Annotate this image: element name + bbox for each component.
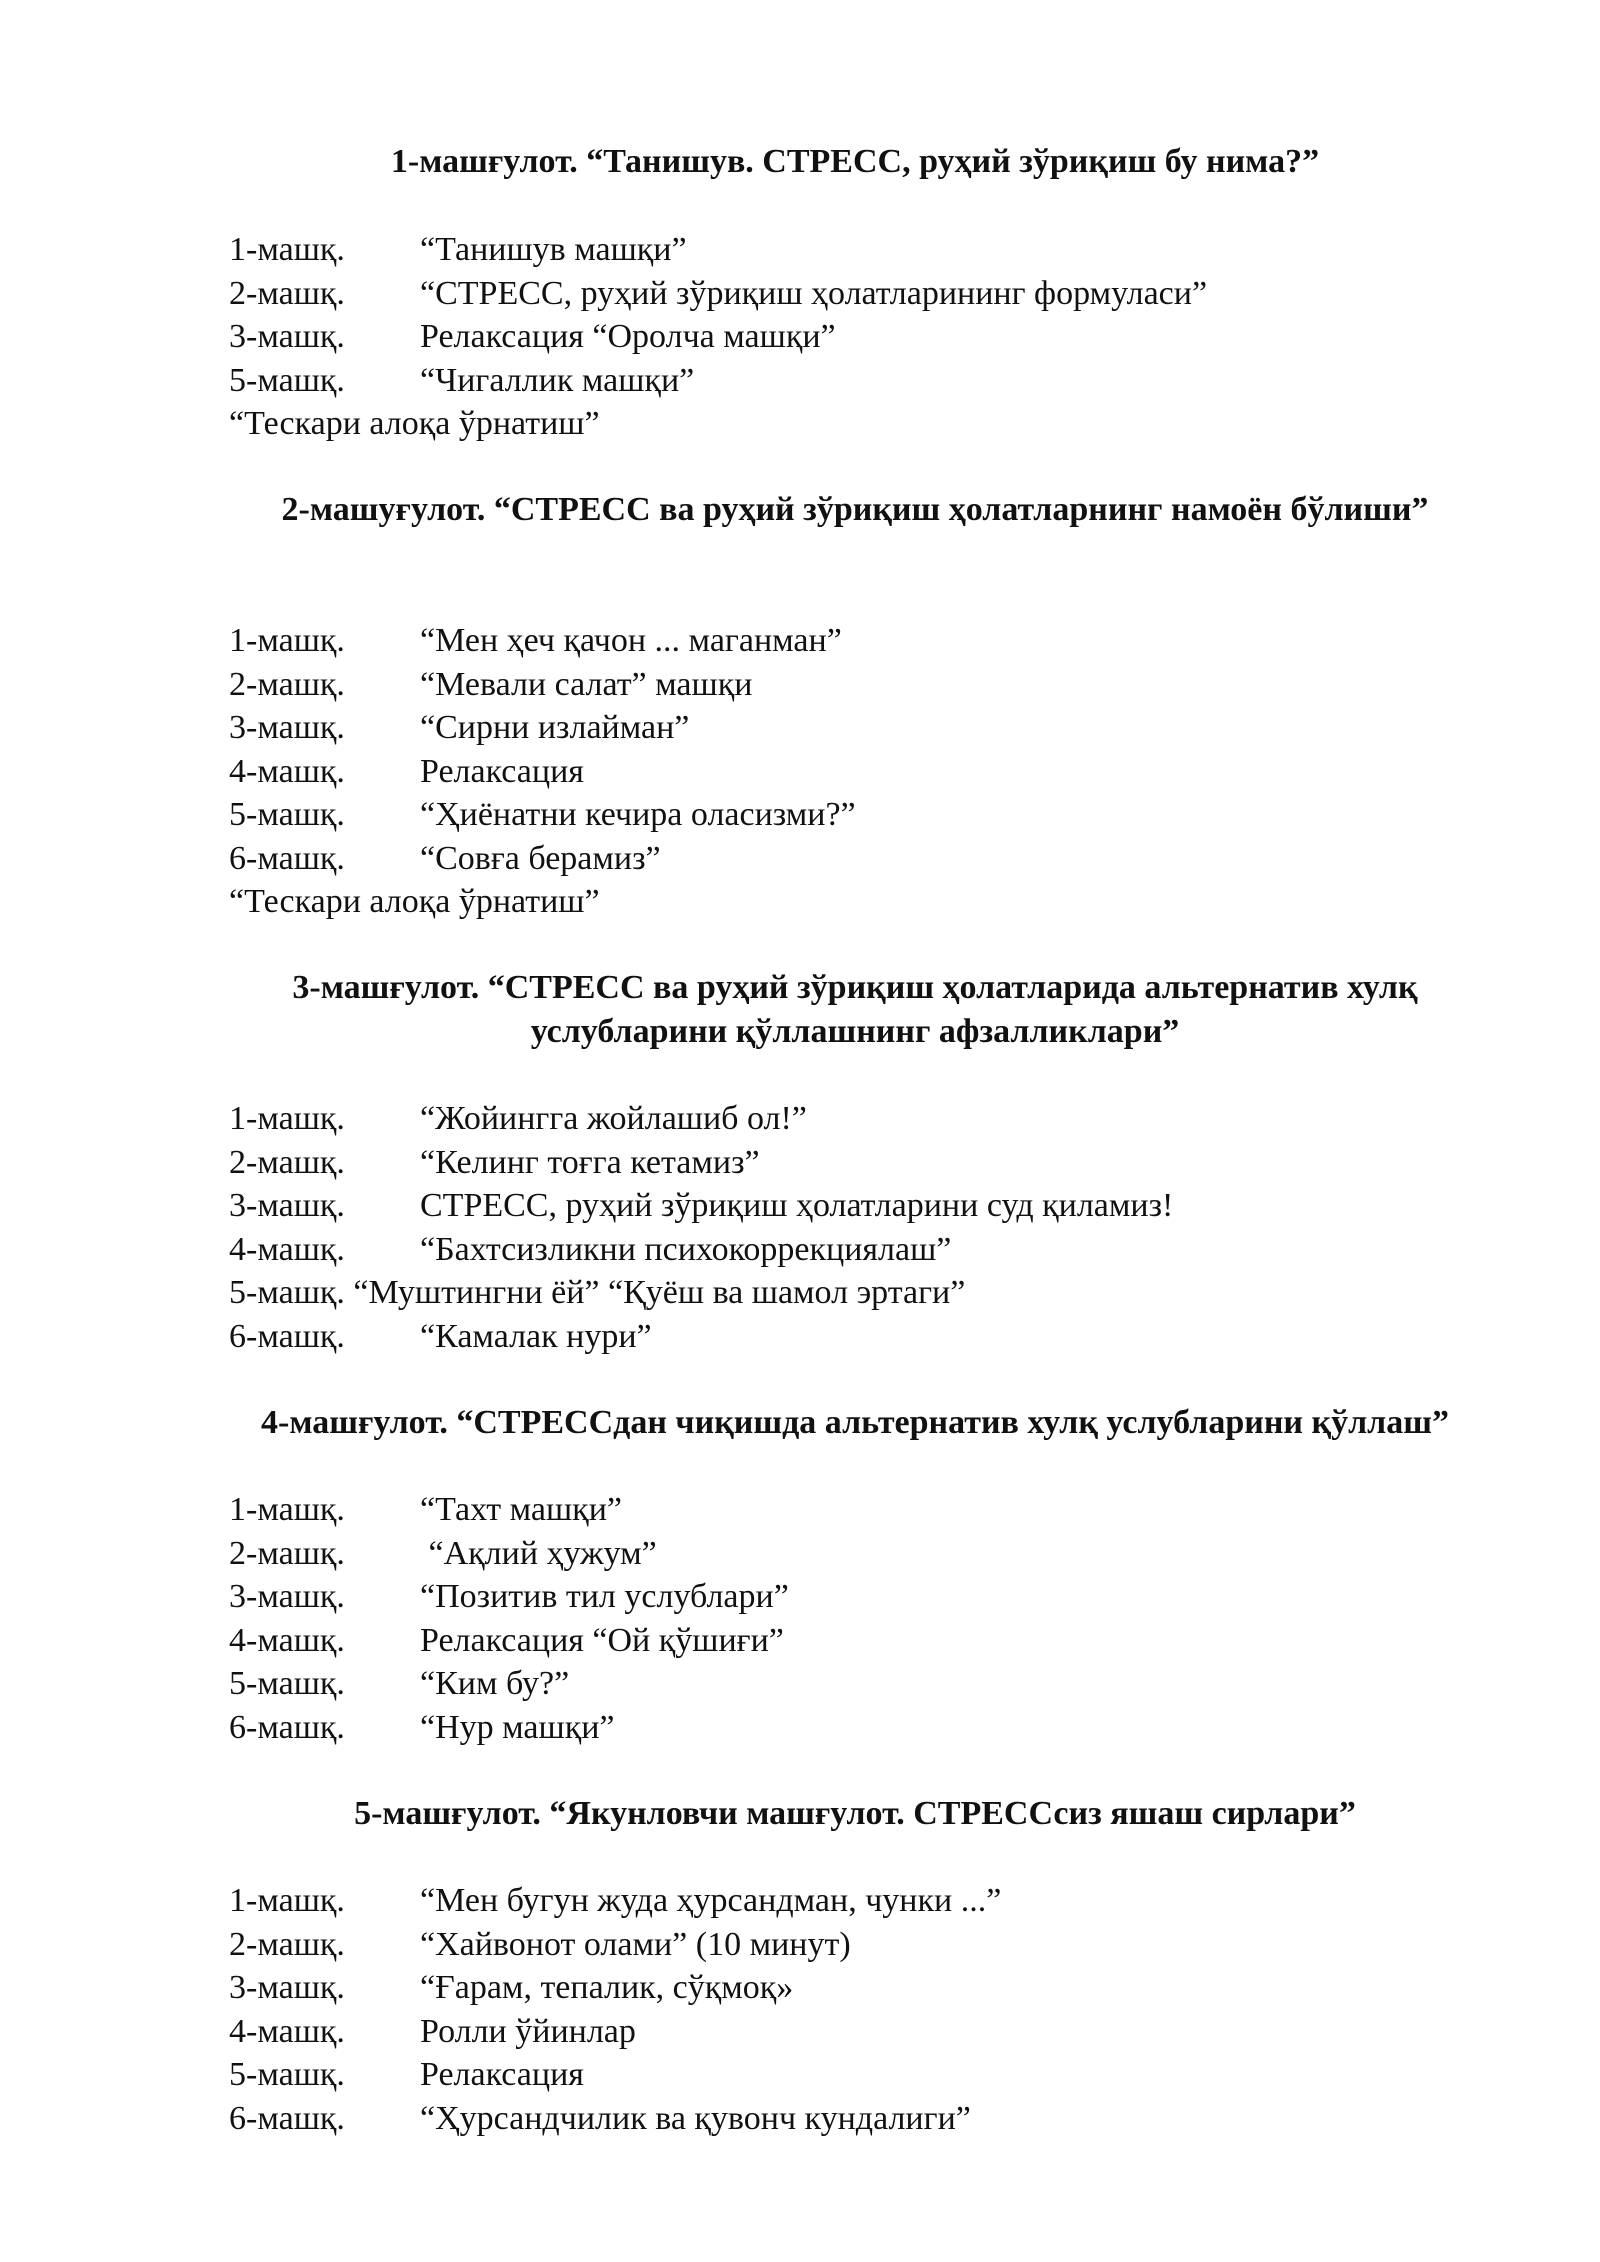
list-item: [229, 272, 1207, 316]
exercise-text: “Ақлий ҳужум”: [420, 1534, 657, 1572]
exercise-number: 5-машқ.: [229, 2056, 345, 2093]
exercise-number: 5-машқ.: [229, 796, 345, 833]
feedback-note: “Тескари алоқа ўрнатиш”: [229, 405, 600, 442]
exercise-number: 2-машқ.: [229, 1534, 345, 1572]
exercise-text: “Совға берамиз”: [420, 839, 661, 877]
list-item: [229, 1141, 1173, 1185]
exercise-text: “СТРЕСС, руҳий зўриқиш ҳолатларининг формуласи”: [420, 274, 1208, 312]
exercise-number: 2-машқ.: [229, 665, 345, 703]
exercise-text: “Позитив тил услублари”: [420, 1578, 789, 1615]
exercise-text: “Бахтсизликни психокоррекциялаш”: [420, 1230, 952, 1268]
list-item: [229, 1706, 789, 1750]
list-item: [229, 1662, 789, 1706]
exercise-number: 4-машқ.: [229, 1621, 345, 1659]
exercise-number: 3-машқ.: [229, 318, 345, 355]
exercise-list: [229, 1488, 789, 1749]
list-item: [229, 1184, 1173, 1228]
exercise-number: 3-машқ.: [229, 1187, 345, 1224]
exercise-list: [229, 1097, 1173, 1358]
list-item: [229, 1315, 1173, 1359]
exercise-text: Релаксация “Оролча машқи”: [420, 318, 836, 355]
exercise-text: “Ҳурсандчилик ва қувонч кундалиги”: [420, 2099, 971, 2137]
exercise-number: 3-машқ.: [229, 709, 345, 746]
list-item: [229, 1923, 1001, 1967]
list-item: [229, 706, 856, 750]
exercise-number: 5-машқ.: [229, 361, 345, 399]
exercise-number: 2-машқ.: [229, 274, 345, 312]
exercise-text: “Тахт машқи”: [420, 1491, 622, 1528]
section-title: 3-машғулот. “СТРЕСС ва руҳий зўриқиш ҳолатларида альтернатив хулқ услубларини қўллашнинг афзалликлари”: [292, 969, 1418, 1050]
exercise-text: Релаксация: [420, 752, 584, 790]
exercise-number: 3-машқ.: [229, 1969, 345, 2006]
list-item: [229, 837, 856, 881]
exercise-text: “Танишув машқи”: [420, 231, 687, 268]
list-item: [229, 1879, 1001, 1923]
list-item: [229, 2097, 1001, 2141]
exercise-number: 6-машқ.: [229, 839, 345, 877]
section-title: 5-машғулот. “Якунловчи машғулот. СТРЕССсиз яшаш сирлари”: [354, 1795, 1356, 1832]
exercise-number: 6-машқ.: [229, 1317, 345, 1355]
list-item: [229, 1271, 1173, 1315]
exercise-text: “Сирни излайман”: [420, 709, 690, 746]
exercise-number: 3-машқ.: [229, 1578, 345, 1615]
exercise-number: 4-машқ.: [229, 752, 345, 790]
list-item: [229, 1488, 789, 1532]
list-item: [229, 619, 856, 663]
list-item: [229, 1228, 1173, 1272]
exercise-number: 5-машқ.: [229, 1665, 345, 1702]
exercise-number: 2-машқ.: [229, 1143, 345, 1181]
exercise-text: “Жойингга жойлашиб ол!”: [420, 1100, 807, 1137]
exercise-text: “Ҳиёнатни кечира оласизми?”: [420, 796, 856, 833]
exercise-number: 1-машқ.: [229, 1491, 345, 1528]
exercise-number: 1-машқ.: [229, 231, 345, 268]
list-item: [229, 1619, 789, 1663]
list-item: [229, 663, 856, 707]
list-item: [229, 793, 856, 837]
exercise-number: 2-машқ.: [229, 1925, 345, 1963]
exercise-text: “Ким бу?”: [420, 1665, 570, 1702]
list-item: [229, 228, 1207, 272]
exercise-list: [229, 1879, 1001, 2140]
section-title: 4-машғулот. “СТРЕССдан чиқишда альтернатив хулқ услубларини қўллаш”: [261, 1404, 1449, 1441]
exercise-text: “Келинг тоғга кетамиз”: [420, 1143, 760, 1181]
list-item: [229, 750, 856, 794]
exercise-text: Релаксация: [420, 2056, 584, 2093]
exercise-list: [229, 228, 1207, 402]
list-item: [229, 2053, 1001, 2097]
exercise-list: [229, 619, 856, 880]
section-title: 2-машуғулот. “СТРЕСС ва руҳий зўриқиш ҳолатларнинг намоён бўлиши”: [281, 491, 1429, 528]
exercise-text: “Мен ҳеч қачон ... маганман”: [420, 622, 842, 659]
exercise-number: 1-машқ.: [229, 1882, 345, 1919]
exercise-number: 6-машқ.: [229, 2099, 345, 2137]
exercise-number: 1-машқ.: [229, 1100, 345, 1137]
exercise-number: 4-машқ.: [229, 2012, 345, 2050]
list-item: [229, 2010, 1001, 2054]
list-item: [229, 1575, 789, 1619]
exercise-number: 4-машқ.: [229, 1230, 345, 1268]
exercise-text: “Ғарам, тепалик, сўқмоқ»: [420, 1969, 794, 2006]
list-item: [229, 1097, 1173, 1141]
exercise-number: 5-машқ.: [229, 1274, 345, 1311]
list-item: [229, 1532, 789, 1576]
list-item: [229, 1966, 1001, 2010]
exercise-text: Ролли ўйинлар: [420, 2012, 636, 2050]
list-item: [229, 359, 1207, 403]
feedback-note: “Тескари алоқа ўрнатиш”: [229, 883, 600, 920]
exercise-text: “Мевали салат” машқи: [420, 665, 753, 703]
exercise-number: 1-машқ.: [229, 622, 345, 659]
exercise-text: “Мен бугун жуда ҳурсандман, чунки ...”: [420, 1882, 1002, 1919]
exercise-number: 6-машқ.: [229, 1708, 345, 1746]
exercise-text: “Нур машқи”: [420, 1708, 615, 1746]
exercise-text: “Муштингни ёй” “Қуёш ва шамол эртаги”: [353, 1274, 966, 1311]
exercise-text: “Чигаллик машқи”: [420, 361, 695, 399]
section-title: 1-машғулот. “Танишув. СТРЕСС, руҳий зўриқиш бу нима?”: [390, 143, 1320, 180]
list-item: [229, 315, 1207, 359]
exercise-text: СТРЕСС, руҳий зўриқиш ҳолатларини суд қиламиз!: [420, 1187, 1174, 1224]
exercise-text: Релаксация “Ой қўшиғи”: [420, 1621, 784, 1659]
exercise-text: “Камалак нури”: [420, 1317, 652, 1355]
exercise-text: “Хайвонот олами” (10 минут): [420, 1925, 851, 1963]
